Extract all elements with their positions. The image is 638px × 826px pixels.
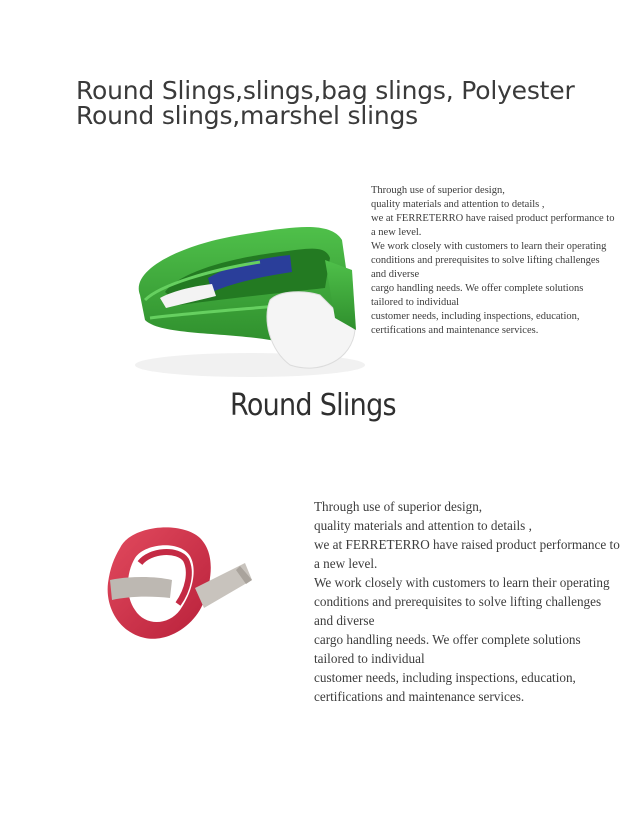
description-block-bottom [314, 497, 620, 706]
description-line: a new level. [314, 556, 378, 571]
description-line: tailored to individual [371, 297, 460, 308]
description-line: customer needs, including inspections, education, [371, 311, 580, 322]
description-line: conditions and prerequisites to solve lifting challenges [371, 255, 600, 266]
description-line: certifications and maintenance services. [314, 689, 525, 704]
page-title: Round Slings,slings,bag slings, Polyester Round slings,marshel slings [76, 76, 575, 130]
description-line: We work closely with customers to learn their operating [314, 575, 610, 590]
description-line: we at FERRETERRO have raised product performance to [371, 213, 615, 224]
description-line: a new level. [371, 227, 422, 238]
description-line: conditions and prerequisites to solve lifting challenges [314, 594, 602, 609]
description-line: we at FERRETERRO have raised product performance to [314, 537, 620, 552]
description-line: and diverse [314, 613, 375, 628]
description-line: cargo handling needs. We offer complete solutions [371, 283, 584, 294]
description-line: tailored to individual [314, 651, 425, 666]
description-line: Through use of superior design, [314, 499, 483, 514]
description-line: Through use of superior design, [371, 185, 505, 196]
description-line: and diverse [371, 269, 420, 280]
description-line: cargo handling needs. We offer complete solutions [314, 632, 581, 647]
section-heading: Round Slings [230, 388, 396, 423]
description-line: quality materials and attention to details , [314, 518, 532, 533]
green-round-sling-image [120, 200, 370, 380]
description-block-top [371, 184, 614, 338]
red-round-sling-image [100, 518, 260, 648]
description-line: customer needs, including inspections, education, [314, 670, 576, 685]
description-line: We work closely with customers to learn their operating [371, 241, 607, 252]
description-line: quality materials and attention to details , [371, 199, 545, 210]
description-line: certifications and maintenance services. [371, 325, 539, 336]
